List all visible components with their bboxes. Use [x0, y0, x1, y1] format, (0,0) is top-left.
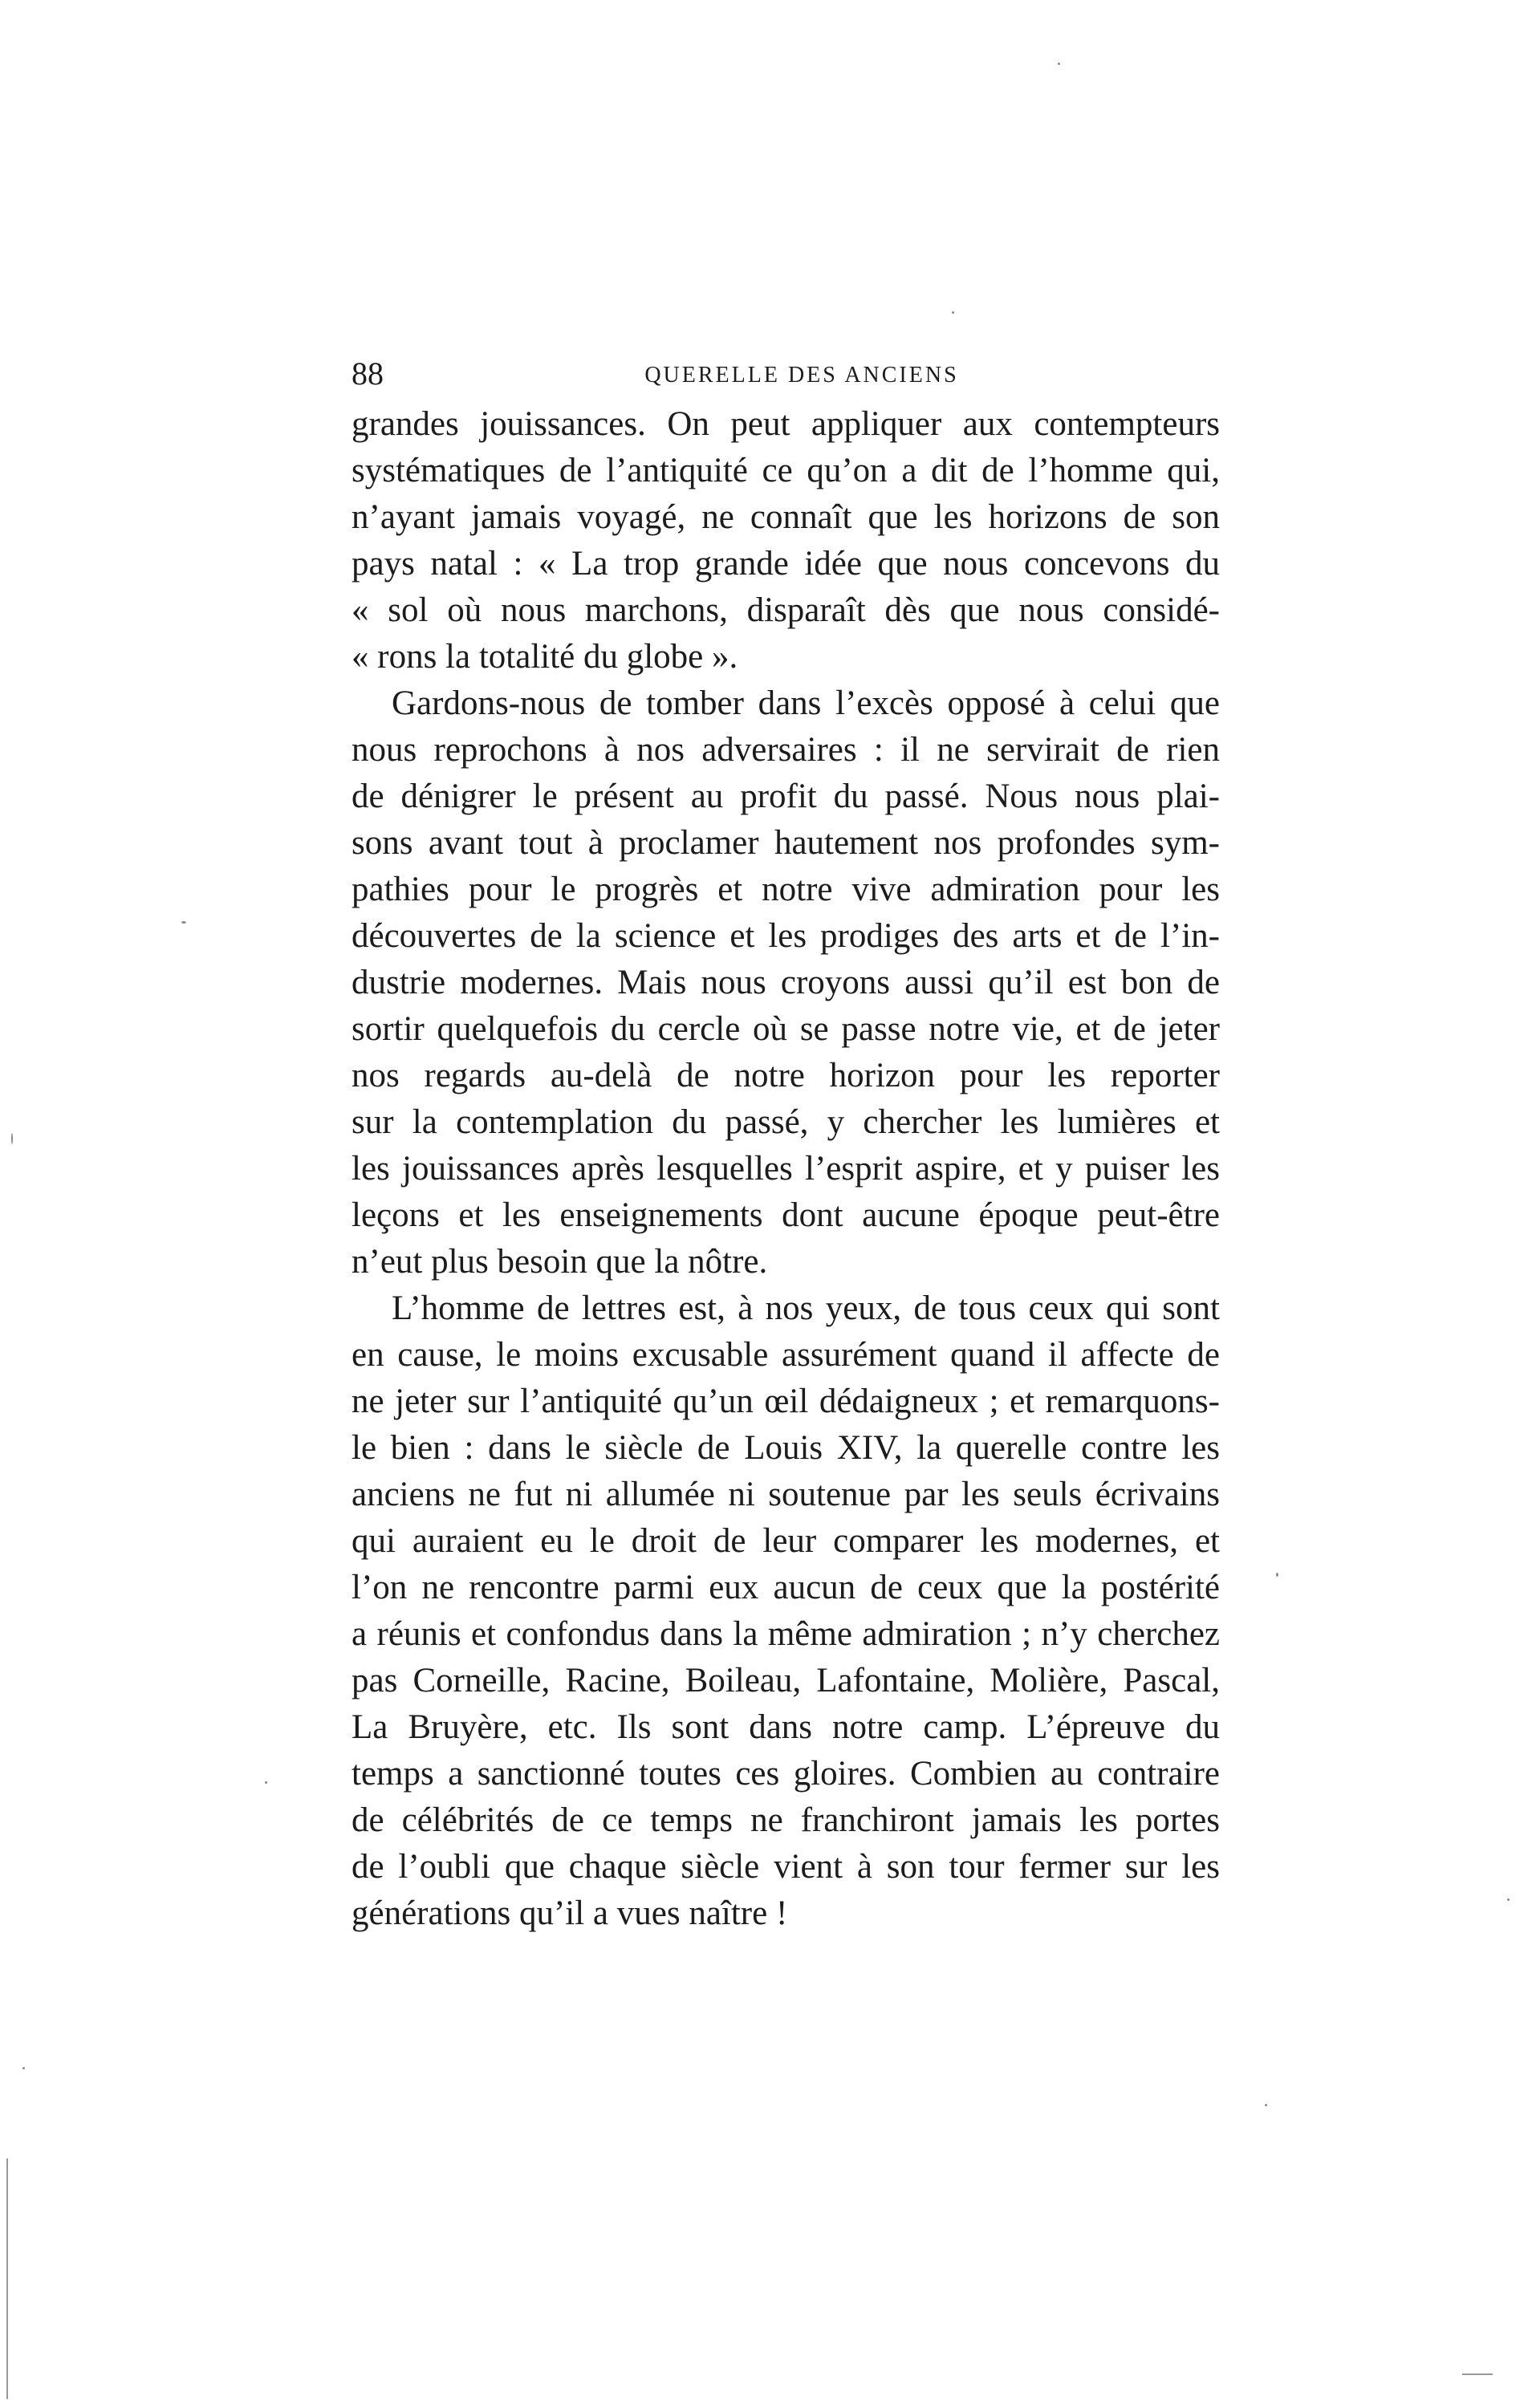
text-line: sortir quelquefois du cercle où se passe notre vie, et de jeter: [352, 1010, 1220, 1048]
text-line: « rons la totalité du globe ».: [352, 638, 738, 676]
scan-speck: [952, 311, 954, 314]
text-line: La Bruyère, etc. Ils sont dans notre camp. L’épreuve du: [352, 1708, 1220, 1746]
paragraph-1: [352, 401, 1220, 680]
text-line: n’eut plus besoin que la nôtre.: [352, 1243, 768, 1281]
text-line: pays natal : « La trop grande idée que nous concevons du: [352, 545, 1220, 583]
scan-speck: [22, 2067, 25, 2069]
page-number: 88: [352, 355, 384, 392]
text-line: dustrie modernes. Mais nous croyons aussi qu’il est bon de: [352, 964, 1220, 1001]
text-line: Gardons-nous de tomber dans l’excès opposé à celui que: [392, 684, 1220, 722]
text-line: sons avant tout à proclamer hautement nos profondes sym-: [352, 824, 1220, 862]
text-line: « sol où nous marchons, disparaît dès que nous considé-: [352, 591, 1220, 629]
text-line: pas Corneille, Racine, Boileau, Lafontaine, Molière, Pascal,: [352, 1662, 1220, 1699]
scan-speck: [1058, 63, 1060, 65]
text-line: nos regards au-delà de notre horizon pour les reporter: [352, 1057, 1220, 1094]
text-line: n’ayant jamais voyagé, ne connaît que les horizons de son: [352, 498, 1220, 536]
running-title: QUERELLE DES ANCIENS: [644, 363, 959, 388]
scan-speck: [11, 1133, 13, 1144]
scan-edge-line: [1462, 2373, 1493, 2375]
scan-speck: [181, 921, 186, 924]
text-line: en cause, le moins excusable assurément quand il affecte de: [352, 1336, 1220, 1374]
text-line: de l’oubli que chaque siècle vient à son tour fermer sur les: [352, 1848, 1220, 1886]
text-line: découvertes de la science et les prodiges des arts et de l’in-: [352, 917, 1220, 955]
text-line: de dénigrer le présent au profit du passé. Nous nous plai-: [352, 778, 1220, 815]
text-line: l’on ne rencontre parmi eux aucun de ceux que la postérité: [352, 1569, 1220, 1606]
scan-speck: [1265, 2104, 1267, 2106]
text-line: systématiques de l’antiquité ce qu’on a dit de l’homme qui,: [352, 452, 1220, 489]
text-line: pathies pour le progrès et notre vive admiration pour les: [352, 871, 1220, 908]
text-line: de célébrités de ce temps ne franchiront jamais les portes: [352, 1801, 1220, 1839]
scan-edge-line: [6, 2158, 8, 2399]
text-line: leçons et les enseignements dont aucune époque peut-être: [352, 1196, 1220, 1234]
scan-speck: [265, 1781, 267, 1784]
text-line: ne jeter sur l’antiquité qu’un œil dédaigneux ; et remarquons-: [352, 1383, 1220, 1420]
text-line: temps a sanctionné toutes ces gloires. Combien au contraire: [352, 1755, 1220, 1793]
text-line: L’homme de lettres est, à nos yeux, de tous ceux qui sont: [392, 1289, 1220, 1327]
text-line: les jouissances après lesquelles l’esprit aspire, et y puiser les: [352, 1150, 1220, 1188]
text-line: grandes jouissances. On peut appliquer aux contempteurs: [352, 405, 1220, 443]
text-line: nous reprochons à nos adversaires : il ne servirait de rien: [352, 731, 1220, 769]
running-head: [352, 350, 1220, 398]
text-line: le bien : dans le siècle de Louis XIV, la querelle contre les: [352, 1429, 1220, 1467]
paragraph-2: [352, 680, 1220, 1285]
scan-speck: [1507, 1898, 1510, 1901]
text-line: générations qu’il a vues naître !: [352, 1894, 788, 1932]
paragraph-3: [352, 1285, 1220, 1937]
text-line: qui auraient eu le droit de leur comparer les modernes, et: [352, 1522, 1220, 1560]
scan-speck: [1276, 1573, 1278, 1577]
text-line: sur la contemplation du passé, y chercher les lumières et: [352, 1103, 1220, 1141]
body-text: [352, 401, 1220, 1937]
text-line: anciens ne fut ni allumée ni soutenue par les seuls écrivains: [352, 1476, 1220, 1513]
text-line: a réunis et confondus dans la même admiration ; n’y cherchez: [352, 1615, 1220, 1653]
